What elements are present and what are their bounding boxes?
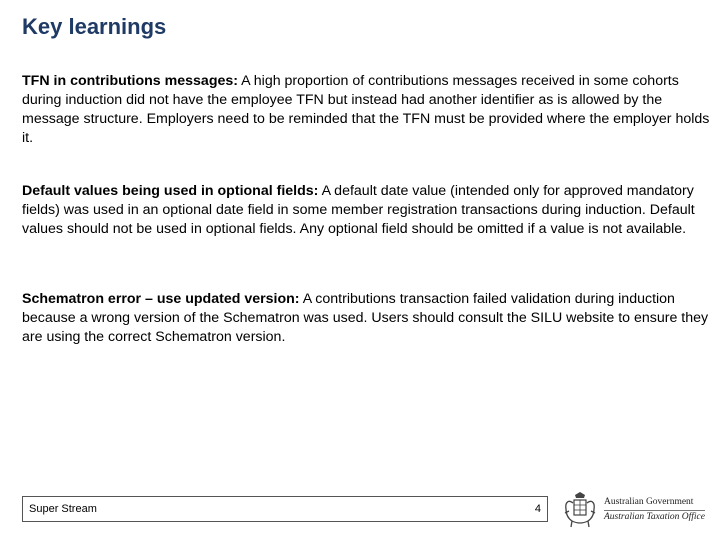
government-logo [560, 490, 710, 530]
learning-heading: TFN in contributions messages: [22, 73, 238, 89]
learning-heading: Schematron error – use updated version: [22, 291, 300, 307]
page-title: Key learnings [22, 14, 167, 39]
learning-heading: Default values being used in optional fields: [22, 183, 319, 199]
logo-line-ato: Australian Taxation Office [604, 512, 705, 522]
learning-text: A default date value (intended only for approved mandatory fields) was used in an optional date field in some member registration transactions during induction. Default values should not be used in optional fields. Any optional field should be omitted if a value is not available. [22, 183, 695, 237]
footer-label: Super Stream [29, 503, 97, 515]
logo-line-government: Australian Government [604, 496, 705, 511]
learning-item [22, 290, 712, 347]
learning-text: A contributions transaction failed validation during induction because a wrong version of the Schematron was used. Users should consult the SILU website to ensure they are using the correct Schematron version. [22, 291, 709, 345]
logo-text [604, 496, 705, 524]
footer-bar [22, 496, 548, 522]
page-number: 4 [534, 503, 541, 515]
learning-item [22, 182, 712, 239]
learning-text: A high proportion of contributions messages received in some cohorts during induction did not have the employee TFN but instead had another identifier as is allowed by the message structure. Employers need to be reminded that the TFN must be provided where the employer holds it. [22, 73, 710, 146]
coat-of-arms-icon [560, 491, 600, 529]
learning-item [22, 72, 712, 148]
